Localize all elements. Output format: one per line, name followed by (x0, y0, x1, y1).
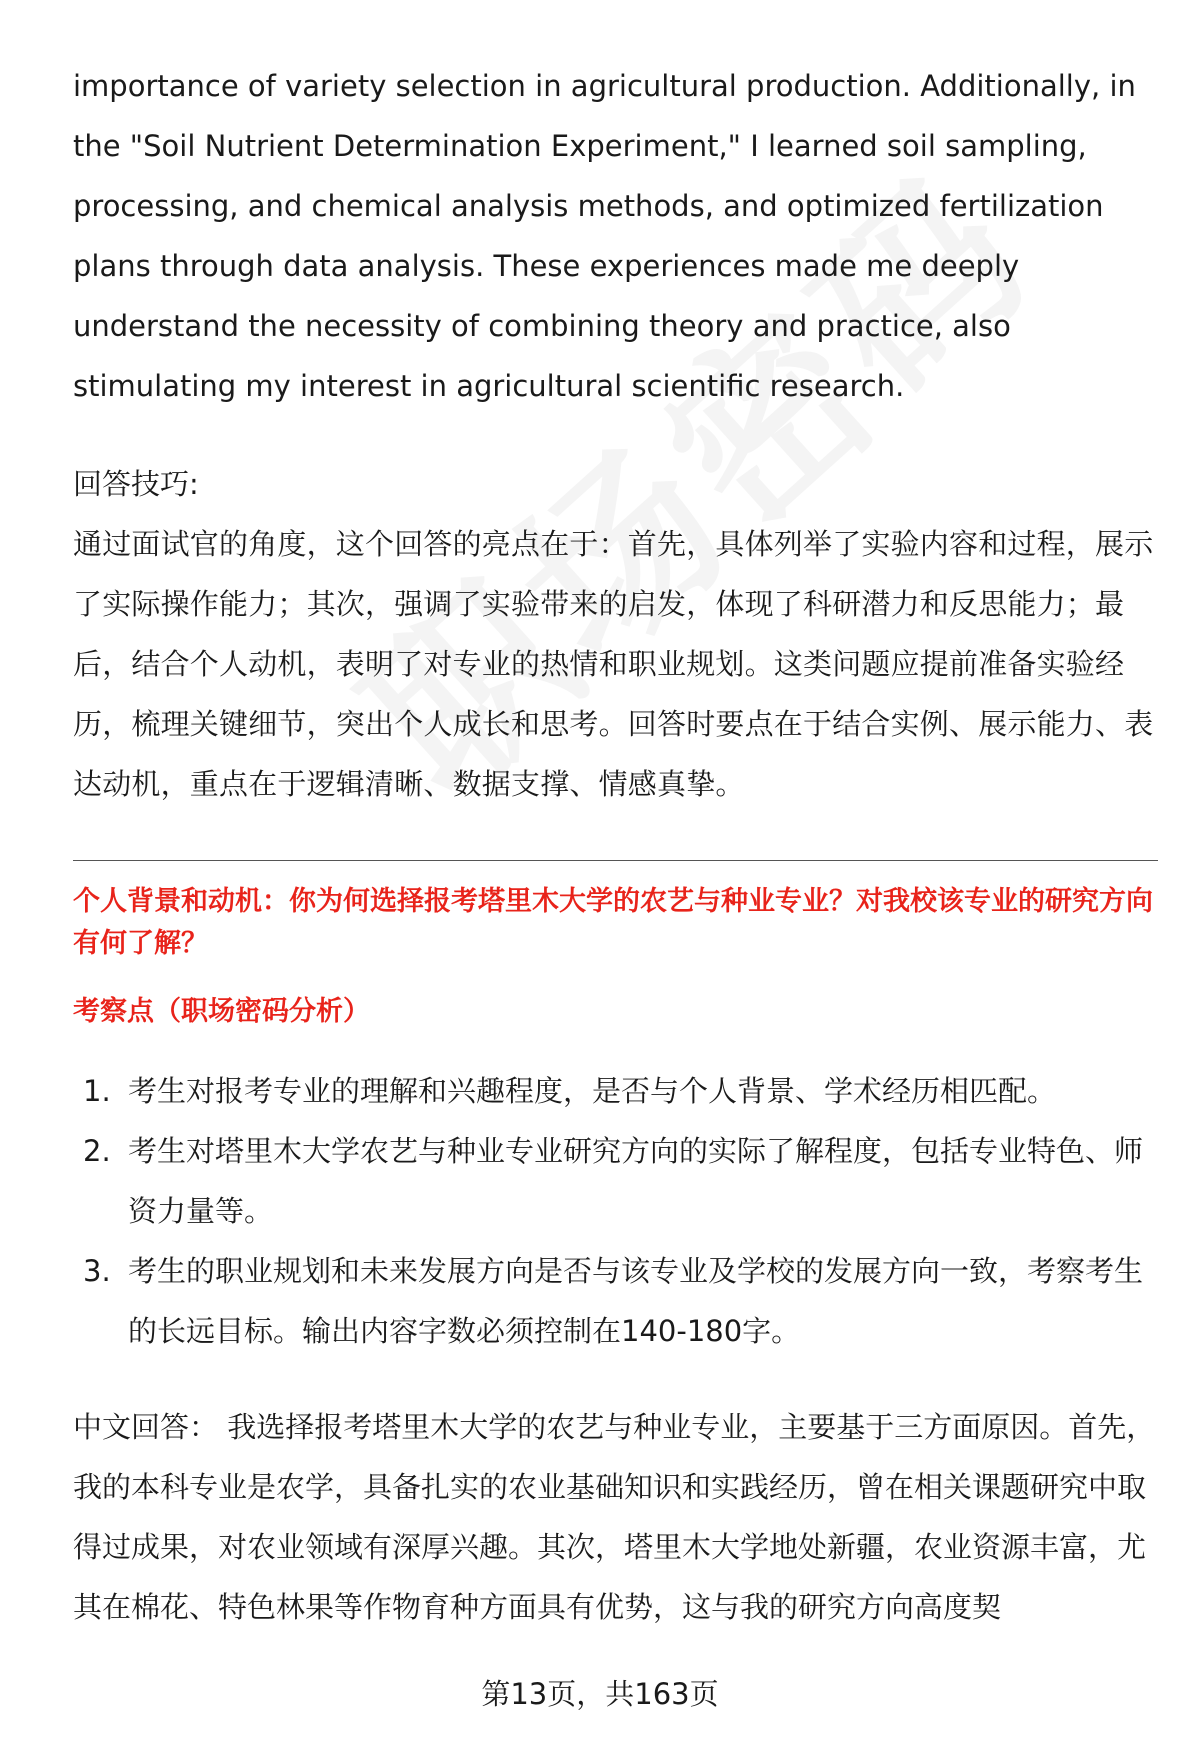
assessment-points-list (73, 1061, 1158, 1361)
list-item (73, 1121, 1158, 1241)
tips-label: 回答技巧: (73, 467, 199, 501)
page-indicator: 第13页，共163页 (481, 1677, 719, 1711)
list-item-text: 考生的职业规划和未来发展方向是否与该专业及学校的发展方向一致，考察考生的长远目标。输出内容字数必须控制在140-180字。 (128, 1254, 1144, 1348)
list-item-text: 考生对报考专业的理解和兴趣程度，是否与个人背景、学术经历相匹配。 (128, 1074, 1057, 1108)
list-item (73, 1241, 1158, 1361)
chinese-answer-paragraph: 中文回答： 我选择报考塔里木大学的农艺与种业专业，主要基于三方面原因。首先，我的本科专业是农学，具备扎实的农业基础知识和实践经历，曾在相关课题研究中取得过成果，对农业领域有深厚兴趣。其次，塔里木大学地处新疆，农业资源丰富，尤其在棉花、特色林果等作物育种方面具有优势，这与我的研究方向高度契 (73, 1410, 1156, 1624)
section-divider (73, 860, 1158, 861)
tips-body: 通过面试官的角度，这个回答的亮点在于：首先，具体列举了实验内容和过程，展示了实际操作能力；其次，强调了实验带来的启发，体现了科研潜力和反思能力；最后，结合个人动机，表明了对专业的热情和职业规划。这类问题应提前准备实验经历，梳理关键细节，突出个人成长和思考。回答时要点在于结合实例、展示能力、表达动机，重点在于逻辑清晰、数据支撑、情感真挚。 (73, 527, 1154, 801)
intro-paragraph: importance of variety selection in agricultural production. Additionally, in the "Soil Nutrient Determination Experiment," I learned soil sampling, processing, and chemical analysis methods, and optimized fertilization plans through data analysis. These experiences made me deeply understand the necessity of combining theory and practice, also stimulating my interest in agricultural scientific research. (73, 69, 1136, 403)
list-item (73, 1061, 1158, 1121)
page-content (73, 56, 1158, 1637)
list-item-number: 1. (83, 1074, 111, 1108)
question-title: 个人背景和动机：你为何选择报考塔里木大学的农艺与种业专业？对我校该专业的研究方向有何了解？ (73, 886, 1153, 959)
assessment-subhead: 考察点（职场密码分析） (73, 996, 370, 1027)
list-item-number: 2. (83, 1134, 111, 1168)
list-item-text: 考生对塔里木大学农艺与种业专业研究方向的实际了解程度，包括专业特色、师资力量等。 (128, 1134, 1144, 1228)
list-item-number: 3. (83, 1254, 111, 1288)
